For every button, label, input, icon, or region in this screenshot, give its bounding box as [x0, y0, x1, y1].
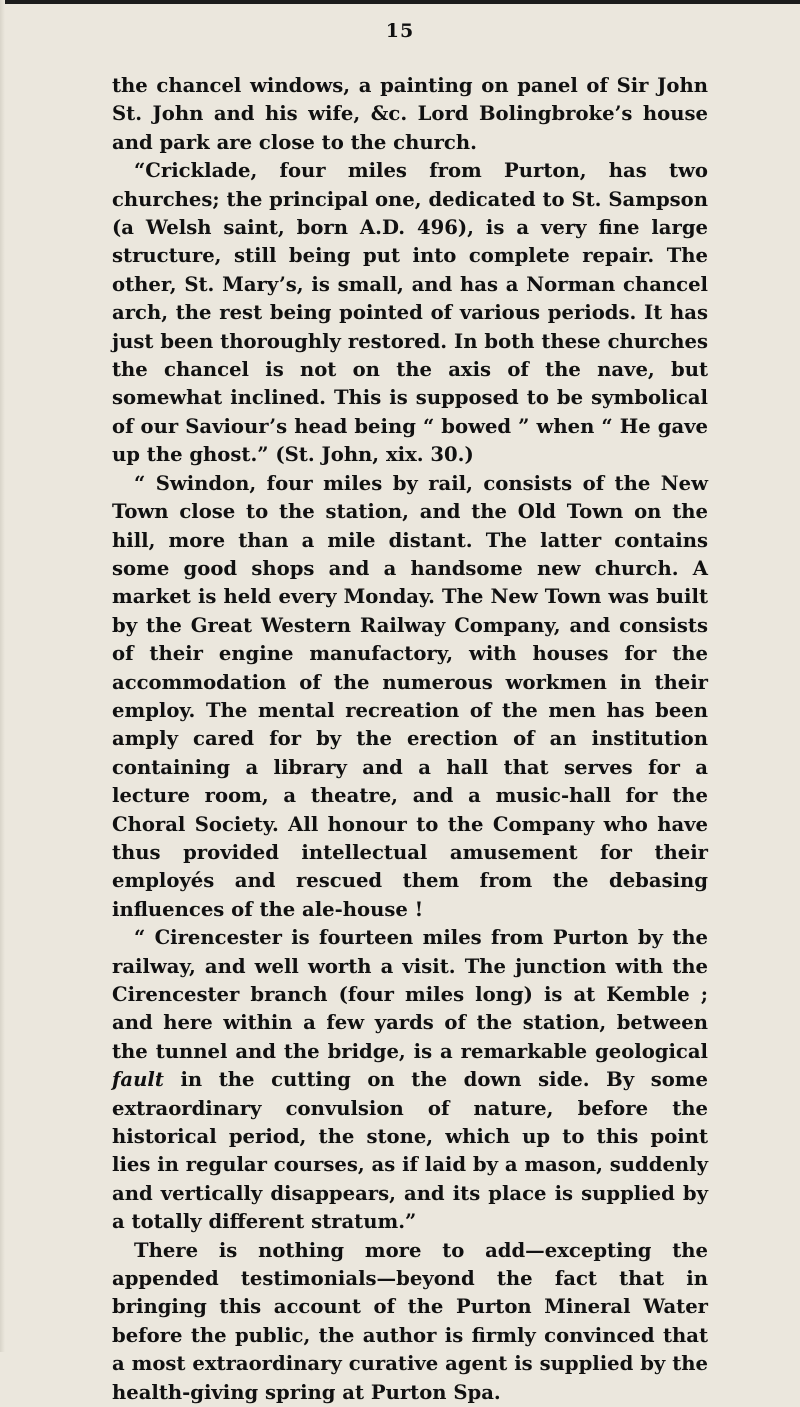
paragraph-text: in the cutting on the down side. By some extraordinary convulsion of nature, before the historical period, the stone, which up to this point lies in regular courses, as if laid by a mason, suddenly and vertically disappears, and its place is supplied by a totally different stratum.” — [112, 1068, 708, 1234]
italic-word-fault: fault — [112, 1068, 164, 1092]
paragraph-church-continuation — [112, 72, 708, 157]
body-text — [112, 72, 708, 1407]
paragraph-conclusion — [112, 1237, 708, 1407]
paragraph-cirencester — [112, 924, 708, 1236]
paragraph-text: “ Swindon, four miles by rail, consists of the New Town close to the station, and the Old Town on the hill, more than a mile distant. The latter contains some good shops and a handsome new church. A market is held every Monday. The New Town was built by the Great Western Railway Company, and consists of their engine manufactory, with houses for the accommodation of the numerous workmen in their employ. The mental recreation of the men has been amply cared for by the erection of an institution containing a library and a hall that serves for a lecture room, a theatre, and a music-hall for the Choral Society. All honour to the Company who have thus provided intellectual amusement for their employés and rescued them from the debasing influences of the ale-house ! — [112, 471, 708, 921]
paragraph-text: the chancel windows, a painting on panel of Sir John St. John and his wife, &c. Lord Bolingbroke’s house and park are close to the church. — [112, 74, 708, 154]
paragraph-cricklade — [112, 157, 708, 469]
paragraph-text: There is nothing more to add—excepting the appended testimonials—beyond the fact that in bringing this account of the Purton Mineral Water before the public, the author is firmly convinced that a most extraordinary curative agent is supplied by the health-giving spring at Purton Spa. — [112, 1238, 708, 1404]
page-number: 15 — [385, 20, 415, 42]
paragraph-text: “ Cirencester is fourteen miles from Purton by the railway, and well worth a visit. The junction with the Cirencester branch (four miles long) is at Kemble ; and here within a few yards of the station, between the tunnel and the bridge, is a remarkable geological — [112, 926, 708, 1063]
paragraph-swindon — [112, 470, 708, 925]
paragraph-text: “Cricklade, four miles from Purton, has two churches; the principal one, dedicated to St. Sampson (a Welsh saint, born A.D. 496), is a very fine large structure, still being put into complete repair. The other, St. Mary’s, is small, and has a Norman chancel arch, the rest being pointed of various periods. It has just been thoroughly restored. In both these churches the chancel is not on the axis of the nave, but somewhat inclined. This is supposed to be symbolical of our Saviour’s head being “ bowed ” when “ He gave up the ghost.” (St. John, xix. 30.) — [112, 159, 708, 467]
